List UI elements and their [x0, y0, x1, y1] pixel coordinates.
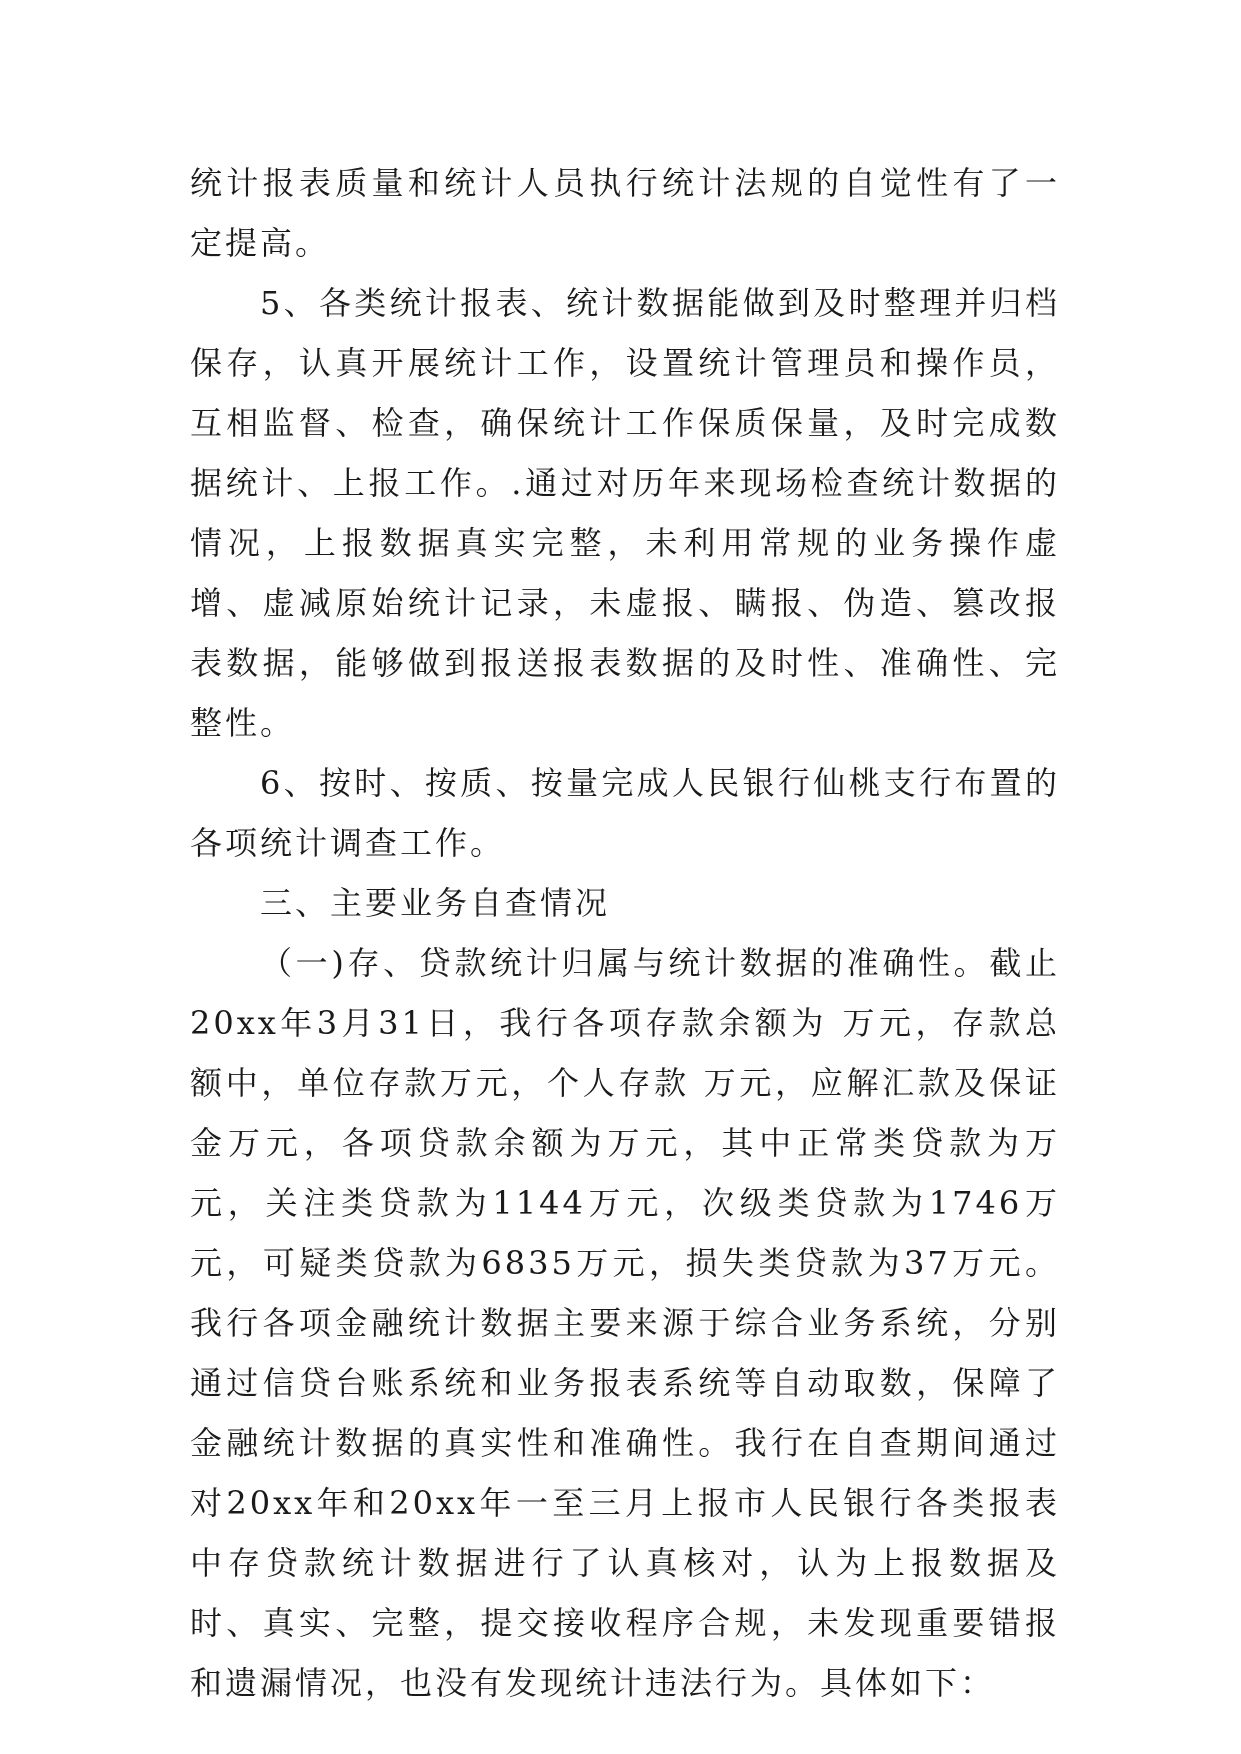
paragraph-item-5: 5、各类统计报表、统计数据能做到及时整理并归档保存，认真开展统计工作，设置统计管理员和操作员，互相监督、检查，确保统计工作保质保量，及时完成数据统计、上报工作。.通过对历年来现场检查统计数据的情况，上报数据真实完整，未利用常规的业务操作虚增、虚减原始统计记录，未虚报、瞒报、伪造、篡改报表数据，能够做到报送报表数据的及时性、准确性、完整性。 [190, 284, 1060, 742]
section-heading-3: 三、主要业务自查情况 [260, 884, 611, 922]
paragraph-item-6: 6、按时、按质、按量完成人民银行仙桃支行布置的各项统计调查工作。 [190, 764, 1060, 862]
paragraph-subsection-1: （一)存、贷款统计归属与统计数据的准确性。截止20xx年3月31日，我行各项存款余额为 万元，存款总额中，单位存款万元，个人存款 万元，应解汇款及保证金万元，各项贷款余额为万元，其中正常类贷款为万元，关注类贷款为1144万元，次级类贷款为1746万元，可疑类贷款为6835万元，损失类贷款为37万元。我行各项金融统计数据主要来源于综合业务系统，分别通过信贷台账系统和业务报表系统等自动取数，保障了金融统计数据的真实性和准确性。我行在自查期间通过对20xx年和20xx年一至三月上报市人民银行各类报表中存贷款统计数据进行了认真核对，认为上报数据及时、真实、完整，提交接收程序合规，未发现重要错报和遗漏情况，也没有发现统计违法行为。具体如下： [190, 944, 1060, 1702]
document-body [190, 153, 1060, 1713]
paragraph-continuation: 统计报表质量和统计人员执行统计法规的自觉性有了一定提高。 [190, 164, 1060, 262]
